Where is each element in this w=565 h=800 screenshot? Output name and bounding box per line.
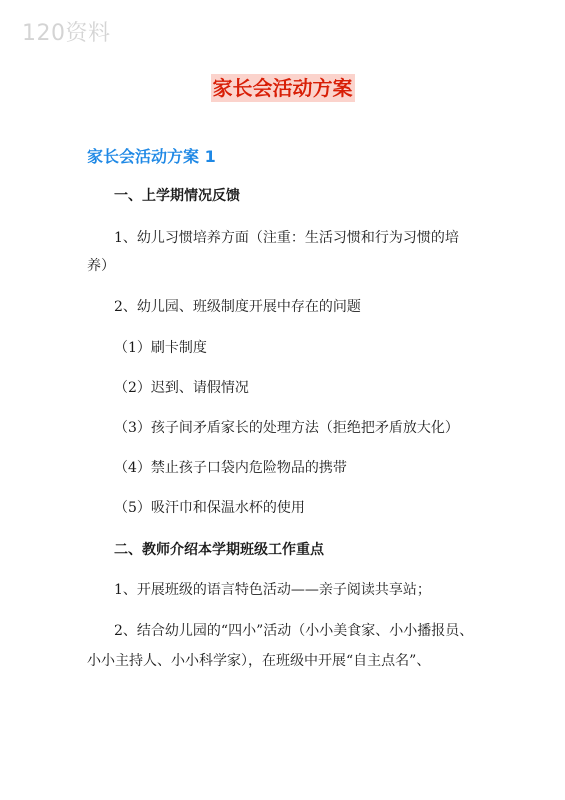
heading-work-focus: 二、教师介绍本学期班级工作重点 [114, 542, 324, 558]
list-item: （4）禁止孩子口袋内危险物品的携带 [114, 460, 347, 476]
paragraph-habits-line2: 养） [87, 258, 115, 274]
document-title-wrapper [0, 74, 565, 102]
list-item: （5）吸汗巾和保温水杯的使用 [114, 500, 305, 516]
list-item: （2）迟到、请假情况 [114, 380, 249, 396]
paragraph-reading: 1、开展班级的语言特色活动——亲子阅读共享站； [114, 582, 431, 598]
list-item: （1）刷卡制度 [114, 340, 207, 356]
watermark: 120资料 [22, 21, 111, 46]
list-item: （3）孩子间矛盾家长的处理方法（拒绝把矛盾放大化） [114, 420, 459, 436]
paragraph-four-small-line1: 2、结合幼儿园的“四小”活动（小小美食家、小小播报员、 [114, 623, 474, 639]
paragraph-rules: 2、幼儿园、班级制度开展中存在的问题 [114, 299, 361, 315]
heading-feedback: 一、上学期情况反馈 [114, 188, 240, 204]
section-title: 家长会活动方案 1 [87, 147, 216, 166]
paragraph-habits-line1: 1、幼儿习惯培养方面（注重：生活习惯和行为习惯的培 [114, 230, 459, 246]
document-title: 家长会活动方案 [212, 76, 353, 100]
paragraph-four-small-line2: 小小主持人、小小科学家），在班级中开展“自主点名”、 [87, 653, 431, 669]
